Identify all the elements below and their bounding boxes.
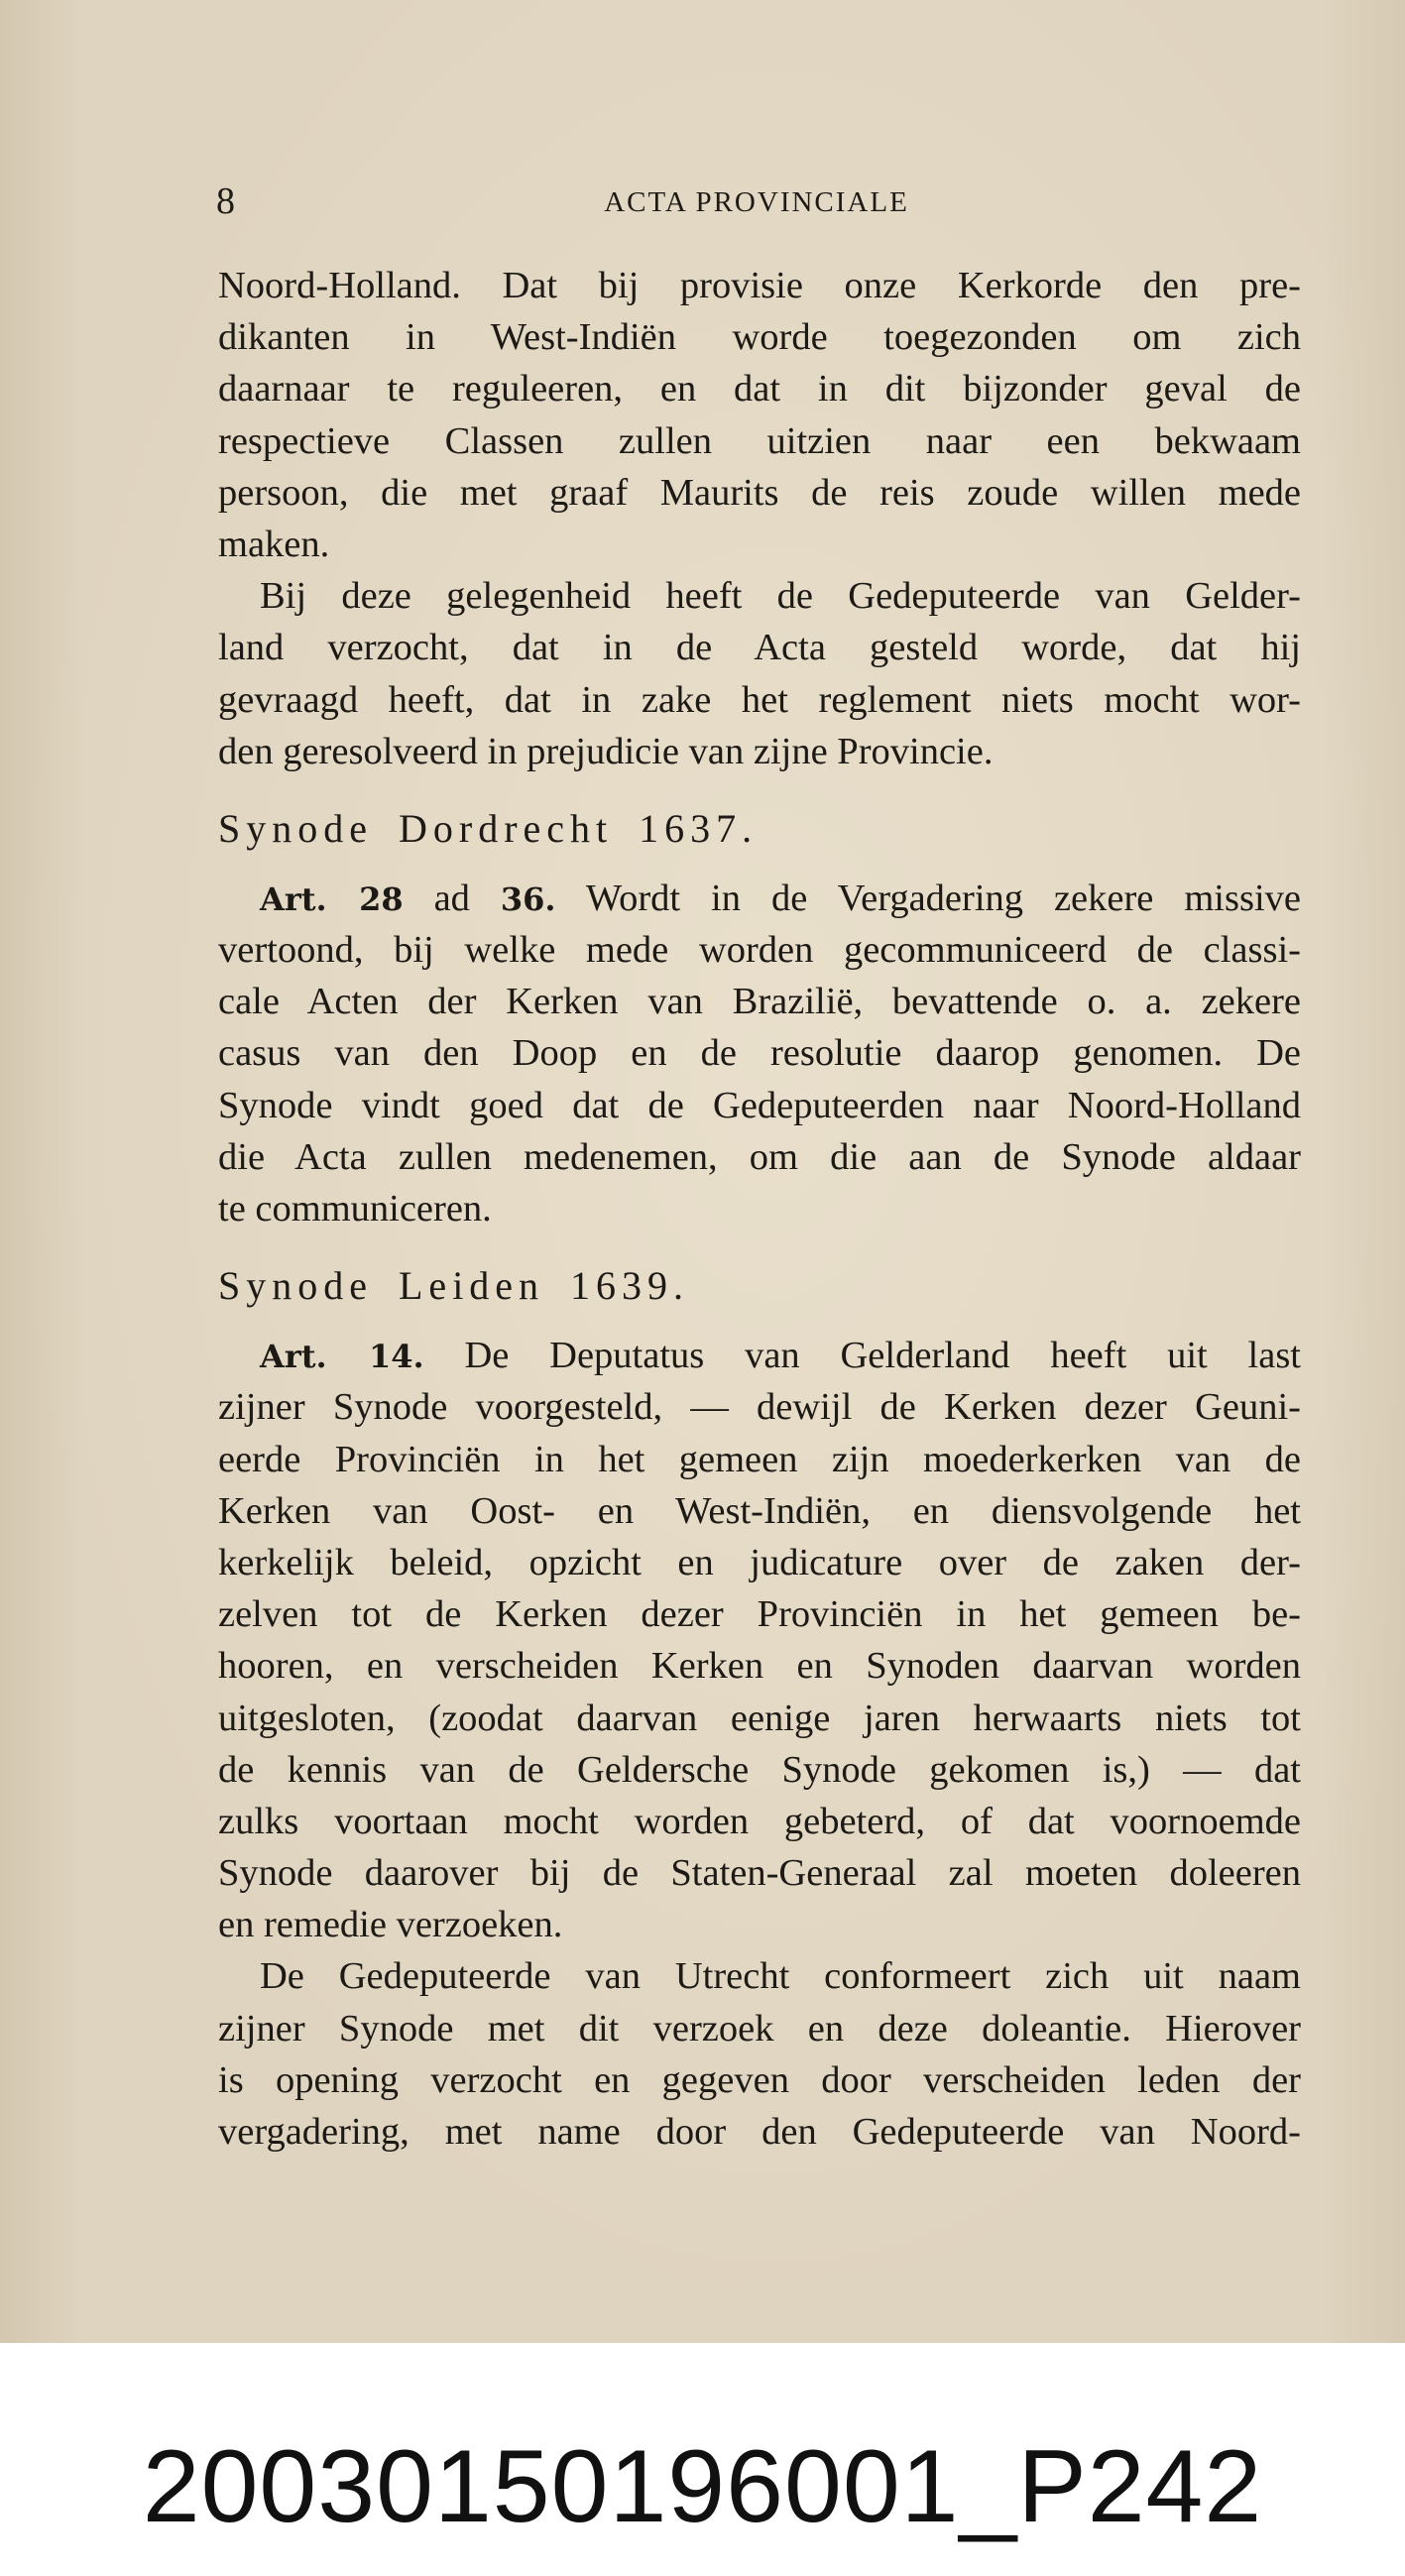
text-line: casus van den Doop en de resolutie daarop genomen. De xyxy=(218,1032,1301,1075)
text-line: Synode daarover bij de Staten-Generaal zal moeten doleeren xyxy=(218,1852,1301,1895)
text-line: die Acta zullen medenemen, om die aan de Synode aldaar xyxy=(218,1135,1301,1178)
text-line: zulks voortaan mocht worden gebeterd, of dat voornoemde xyxy=(218,1800,1301,1842)
text-line: zijner Synode met dit verzoek en deze doleantie. Hierover xyxy=(218,2007,1301,2049)
page-number: 8 xyxy=(216,180,235,222)
text-line: en remedie verzoeken. xyxy=(218,1904,563,1946)
article-first-line-text: Wordt in de Vergadering zekere missive xyxy=(555,877,1301,919)
section-heading: Synode Dordrecht 1637. xyxy=(218,805,759,851)
article-first-line-text: De Deputatus van Gelderland heeft uit last xyxy=(423,1335,1302,1377)
article-label: Art. 28 xyxy=(260,879,404,918)
running-title: ACTA PROVINCIALE xyxy=(604,186,909,218)
text-line: is opening verzocht en gegeven door verscheiden leden der xyxy=(218,2058,1301,2101)
text-line: eerde Provinciën in het gemeen zijn moederkerken van de xyxy=(218,1438,1301,1480)
text-line: respectieve Classen zullen uitzien naar een bekwaam xyxy=(218,419,1301,462)
text-line: uitgesloten, (zoodat daarvan eenige jaren herwaarts niets tot xyxy=(218,1697,1301,1739)
article-first-line xyxy=(218,1330,1301,1381)
text-line: Bij deze gelegenheid heeft de Gedeputeerde van Gelder- xyxy=(260,575,1301,618)
text-line: gevraagd heeft, dat in zake het reglement niets mocht wor- xyxy=(218,678,1301,721)
article-first-line xyxy=(218,873,1301,924)
article-label: Art. 14. xyxy=(260,1338,424,1376)
text-line: maken. xyxy=(218,523,330,565)
text-line: land verzocht, dat in de Acta gesteld worde, dat hij xyxy=(218,627,1301,669)
text-line: kerkelijk beleid, opzicht en judicature over de zaken der- xyxy=(218,1541,1301,1583)
text-line: dikanten in West-Indiën worde toegezonden om zich xyxy=(218,316,1301,359)
text-line: daarnaar te reguleeren, en dat in dit bijzonder geval de xyxy=(218,368,1301,410)
text-line: te communiceren. xyxy=(218,1188,492,1229)
article-ref: 36. xyxy=(500,879,556,918)
text-line: vergadering, met name door den Gedeputeerde van Noord- xyxy=(218,2111,1301,2153)
text-line: zelven tot de Kerken dezer Provinciën in het gemeen be- xyxy=(218,1593,1301,1636)
running-head xyxy=(216,176,1297,226)
section-heading: Synode Leiden 1639. xyxy=(218,1263,690,1309)
text-line: zijner Synode voorgesteld, — dewijl de Kerken dezer Geuni- xyxy=(218,1386,1301,1429)
text-line: den geresolveerd in prejudicie van zijne Provincie. xyxy=(218,730,994,772)
text-line: Synode vindt goed dat de Gedeputeerden naar Noord-Holland xyxy=(218,1084,1301,1126)
scan-identifier: 20030150196001_P242 xyxy=(142,2429,1263,2544)
text-line: hooren, en verscheiden Kerken en Synoden daarvan worden xyxy=(218,1645,1301,1688)
text-line: cale Acten der Kerken van Brazilië, bevattende o. a. zekere xyxy=(218,981,1301,1023)
text-line: persoon, die met graaf Maurits de reis zoude willen mede xyxy=(218,471,1301,514)
body-text xyxy=(218,260,1301,2158)
article-ad: ad xyxy=(403,877,501,919)
text-line: de kennis van de Geldersche Synode gekomen is,) — dat xyxy=(218,1748,1301,1791)
text-line: vertoond, bij welke mede worden gecommuniceerd de classi- xyxy=(218,929,1301,972)
text-line: De Gedeputeerde van Utrecht conformeert zich uit naam xyxy=(260,1955,1301,1998)
text-line: Kerken van Oost- en West-Indiën, en diensvolgende het xyxy=(218,1489,1301,1532)
text-line: Noord-Holland. Dat bij provisie onze Kerkorde den pre- xyxy=(218,265,1301,306)
